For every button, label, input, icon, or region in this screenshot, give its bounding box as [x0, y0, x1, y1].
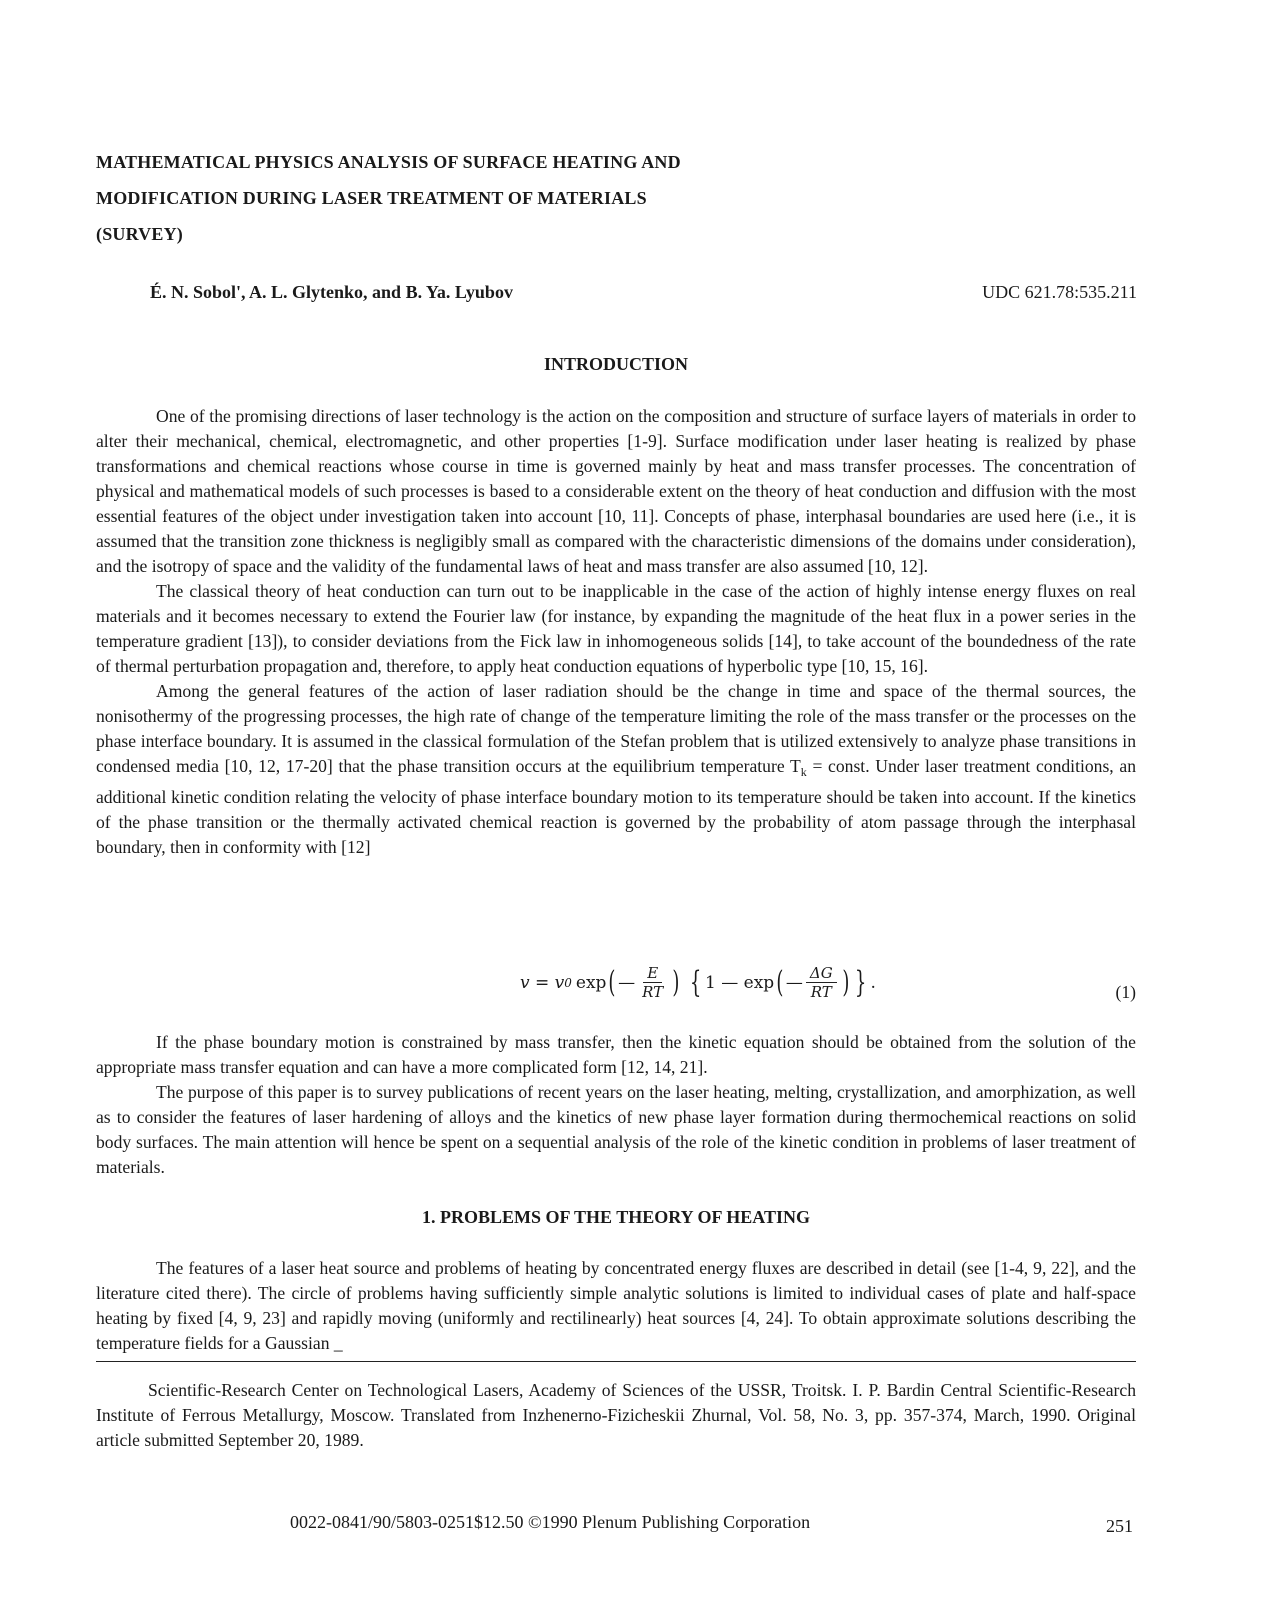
- paragraph: The purpose of this paper is to survey publications of recent years on the laser heating, melting, crystallization, and amorphization, as well as to consider the features of laser hardening of alloys and the kinetics of new phase layer formation during thermochemical reactions on solid body surfaces. The main attention will hence be spent on a sequential analysis of the role of the kinetic condition in problems of laser treatment of materials.: [96, 1082, 1136, 1177]
- title-line: MATHEMATICAL PHYSICS ANALYSIS OF SURFACE HEATING AND: [96, 152, 681, 172]
- title-line: MODIFICATION DURING LASER TREATMENT OF MATERIALS: [96, 188, 647, 208]
- paragraph: The features of a laser heat source and problems of heating by concentrated energy fluxes are described in detail (see [1-4, 9, 22], and the literature cited there). The circle of problems having sufficiently simple analytic solutions is limited to individual cases of plate and half-space heating by fixed [4, 9, 23] and rapidly moving (uniformly and rectilinearly) heat sources [4, 24]. To obtain approximate solutions describing the temperature fields for a Gaussian _: [96, 1258, 1136, 1353]
- eq-fraction-1: [638, 964, 667, 1001]
- footnote-divider: [96, 1361, 1136, 1362]
- equation-body: v = v 0 exp ( — $\frac{E}{RT}$ ) { 1 — exp ( — $\frac{\Delta G}{RT}$ ) } .: [520, 964, 876, 1001]
- eq-num-1: E: [643, 964, 662, 983]
- udc-code: UDC 621.78:535.211: [982, 282, 1137, 302]
- eq-den-1: RT: [642, 983, 664, 1001]
- eq-fraction-2: [806, 964, 837, 1001]
- title-line: (SURVEY): [96, 224, 183, 244]
- eq-one-minus: 1 — exp: [705, 972, 775, 993]
- footnote-text: Scientific-Research Center on Technological Lasers, Academy of Sciences of the USSR, Troitsk. I. P. Bardin Central Scientific-Research Institute of Ferrous Metallurgy, Moscow. Translated from Inzhenerno-Fizicheskii Zhurnal, Vol. 58, No. 3, pp. 357-374, March, 1990. Original article submitted September 20, 1989.: [96, 1380, 1136, 1450]
- eq-den-2: RT: [810, 983, 832, 1001]
- authors: É. N. Sobol', A. L. Glytenko, and B. Ya. Lyubov: [150, 282, 513, 302]
- eq-lhs: v = v: [520, 972, 565, 993]
- copyright-line: 0022-0841/90/5803-0251$12.50 ©1990 Plenum Publishing Corporation: [290, 1512, 811, 1532]
- eq-num-2: ΔG: [806, 964, 837, 983]
- eq-exp: exp: [575, 972, 607, 993]
- section-1-text: [96, 1256, 1136, 1356]
- paragraph: The classical theory of heat conduction can turn out to be inapplicable in the case of the action of highly intense energy fluxes on real materials and it becomes necessary to extend the Fourier law (for instance, by expanding the magnitude of the heat flux in a power series in the temperature gradient [13]), to consider deviations from the Fick law in inhomogeneous solids [14], to take account of the boundedness of the rate of thermal perturbation propagation and, therefore, to apply heat conduction equations of hyperbolic type [10, 15, 16].: [96, 581, 1136, 676]
- paragraph-text: Among the general features of the action of laser radiation should be the change in time and space of the thermal sources, the nonisothermy of the progressing processes, the high rate of change of the temperature limiting the role of the mass transfer or the processes on the phase interface boundary. It is assumed in the classical formulation of the Stefan problem that is utilized extensively to analyze phase transitions in condensed media [10, 12, 17-20] that the phase transition occurs at the equilibrium temperature T: [96, 681, 1136, 776]
- paragraph-text: = const. Under laser treatment conditions, an additional kinetic condition relating the velocity of phase interface boundary motion to its temperature should be taken into account. If the kinetics of the phase transition or the thermally activated chemical reaction is governed by the probability of atom passage through the interphasal boundary, then in conformity with [12]: [96, 756, 1136, 857]
- section-1-heading: 1. PROBLEMS OF THE THEORY OF HEATING: [422, 1207, 810, 1227]
- paper-title: [96, 144, 996, 252]
- footnote: [96, 1378, 1136, 1453]
- paragraph: One of the promising directions of laser technology is the action on the composition and structure of surface layers of materials in order to alter their mechanical, chemical, electromagnetic, and other properties [1-9]. Surface modification under laser heating is realized by phase transformations and chemical reactions whose course in time is governed mainly by heat and mass transfer processes. The concentration of physical and mathematical models of such processes is based to a considerable extent on the theory of heat conduction and diffusion with the most essential features of the object under investigation taken into account [10, 11]. Concepts of phase, interphasal boundaries are used here (i.e., it is assumed that the transition zone thickness is negligibly small as compared with the characteristic dimensions of the domains under consideration), and the isotropy of space and the validity of the fundamental laws of heat and mass transfer are also assumed [10, 12].: [96, 406, 1136, 576]
- introduction-text: [96, 404, 1136, 860]
- page-number: 251: [1106, 1516, 1133, 1536]
- after-equation-text: [96, 1030, 1136, 1180]
- equation-number: (1): [1115, 982, 1136, 1002]
- subscript: k: [800, 765, 807, 779]
- paragraph: If the phase boundary motion is constrained by mass transfer, then the kinetic equation should be obtained from the solution of the appropriate mass transfer equation and can have a more complicated form [12, 14, 21].: [96, 1032, 1136, 1077]
- equation-1: [96, 958, 1136, 1022]
- eq-lhs-sub: 0: [564, 975, 572, 990]
- paragraph: [96, 679, 1136, 860]
- introduction-heading: INTRODUCTION: [543, 354, 689, 374]
